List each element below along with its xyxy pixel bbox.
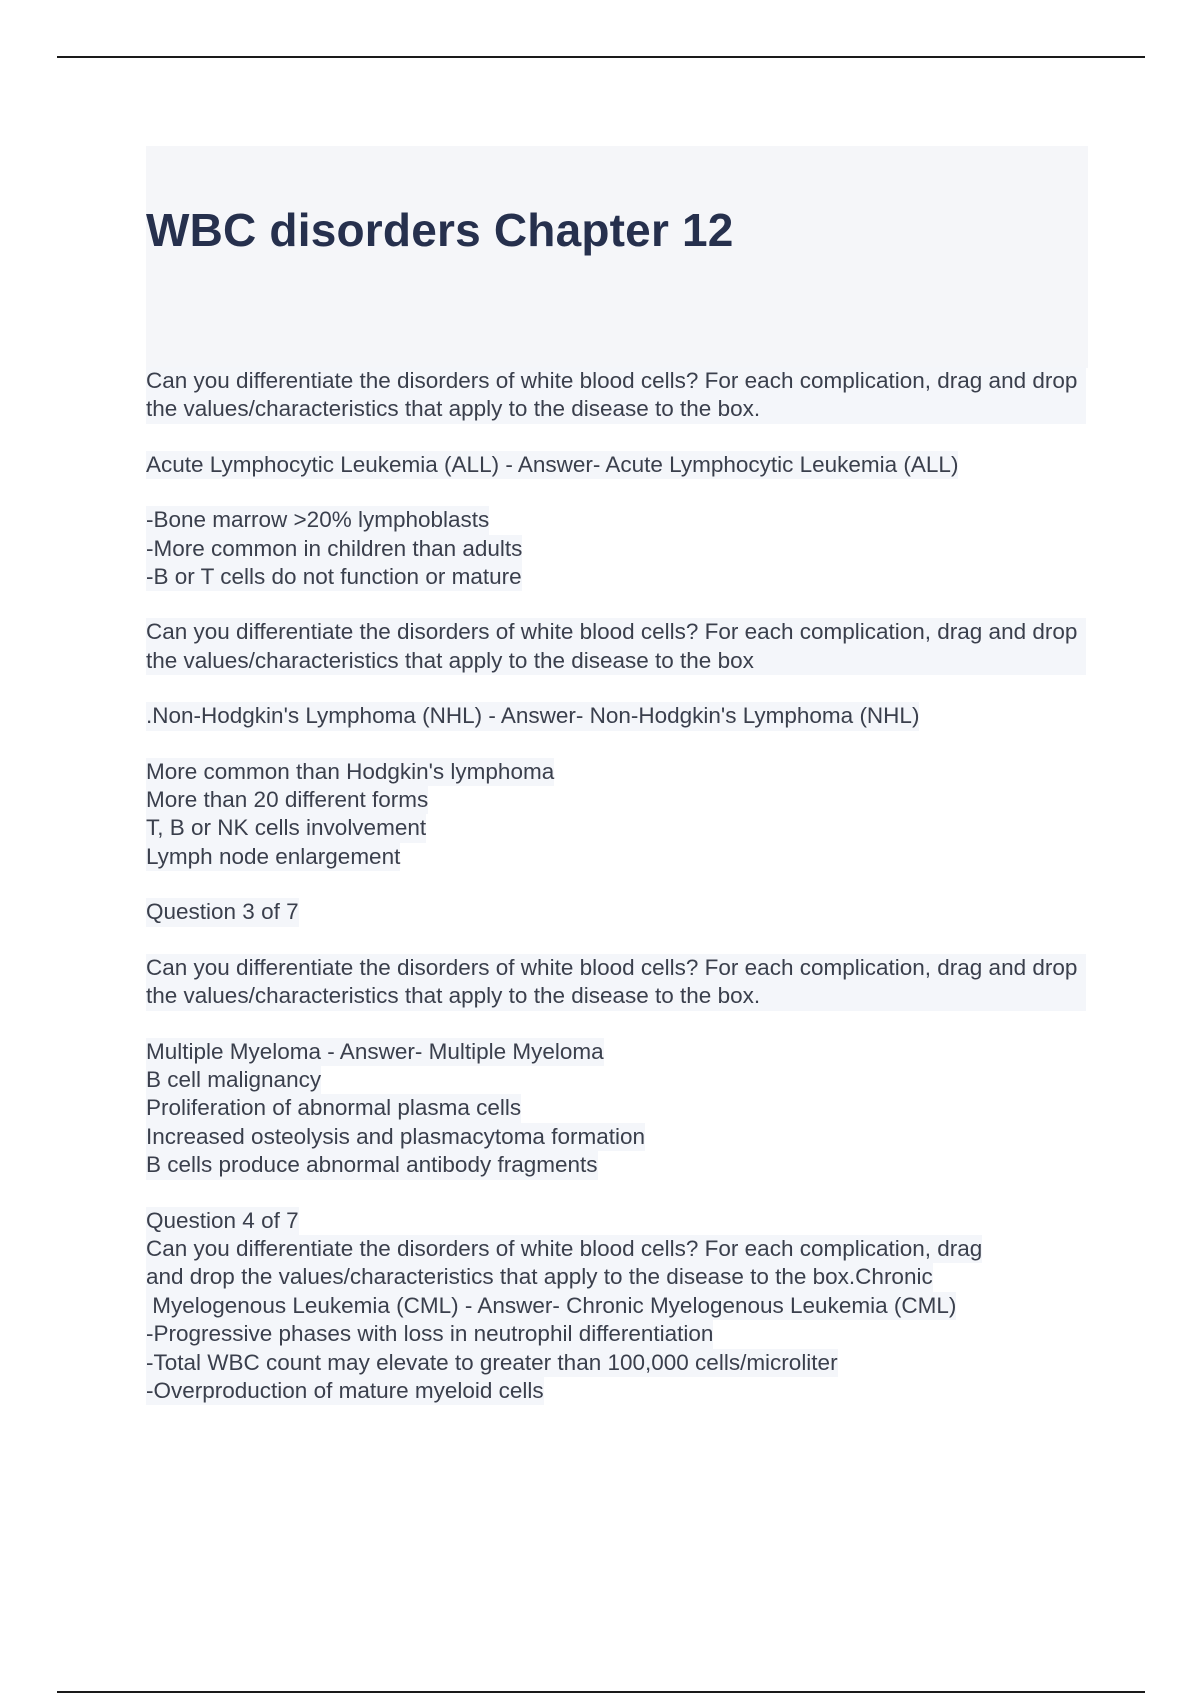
section4-prompt-line: Can you differentiate the disorders of white blood cells? For each complication, drag	[146, 1235, 1086, 1263]
section2-qa: .Non-Hodgkin's Lymphoma (NHL) - Answer- Non-Hodgkin's Lymphoma (NHL)	[146, 702, 1086, 730]
section1-prompt: Can you differentiate the disorders of white blood cells? For each complication, drag and drop the values/characteristics that apply to the disease to the box.	[146, 367, 1086, 424]
section1-item: -Bone marrow >20% lymphoblasts	[146, 506, 1086, 534]
header-rule	[57, 56, 1145, 58]
section3-qa: Multiple Myeloma - Answer- Multiple Myeloma	[146, 1038, 1086, 1066]
section4-prompt-line: Myelogenous Leukemia (CML) - Answer- Chronic Myelogenous Leukemia (CML)	[146, 1292, 1086, 1320]
section2-item: More common than Hodgkin's lymphoma	[146, 758, 1086, 786]
document-body	[146, 367, 1086, 1405]
section4-prompt-line: and drop the values/characteristics that apply to the disease to the box.Chronic	[146, 1263, 1086, 1291]
section2-item: More than 20 different forms	[146, 786, 1086, 814]
section2-prompt: Can you differentiate the disorders of white blood cells? For each complication, drag and drop the values/characteristics that apply to the disease to the box	[146, 618, 1086, 675]
section1-item: -B or T cells do not function or mature	[146, 563, 1086, 591]
document-title: WBC disorders Chapter 12	[146, 204, 734, 256]
section3-prompt: Can you differentiate the disorders of white blood cells? For each complication, drag and drop the values/characteristics that apply to the disease to the box.	[146, 954, 1086, 1011]
section3-item: Increased osteolysis and plasmacytoma formation	[146, 1123, 1086, 1151]
section4-item: -Overproduction of mature myeloid cells	[146, 1377, 1086, 1405]
footer-rule	[57, 1691, 1145, 1693]
section1-qa: Acute Lymphocytic Leukemia (ALL) - Answer- Acute Lymphocytic Leukemia (ALL)	[146, 451, 1086, 479]
section3-item: Proliferation of abnormal plasma cells	[146, 1094, 1086, 1122]
section2-item: Lymph node enlargement	[146, 843, 1086, 871]
section4-item: -Total WBC count may elevate to greater than 100,000 cells/microliter	[146, 1349, 1086, 1377]
section2-item: T, B or NK cells involvement	[146, 814, 1086, 842]
section3-question-label: Question 3 of 7	[146, 898, 1086, 926]
section3-item: B cell malignancy	[146, 1066, 1086, 1094]
section4-item: -Progressive phases with loss in neutrophil differentiation	[146, 1320, 1086, 1348]
section3-item: B cells produce abnormal antibody fragments	[146, 1151, 1086, 1179]
section1-item: -More common in children than adults	[146, 535, 1086, 563]
section4-question-label: Question 4 of 7	[146, 1207, 1086, 1235]
